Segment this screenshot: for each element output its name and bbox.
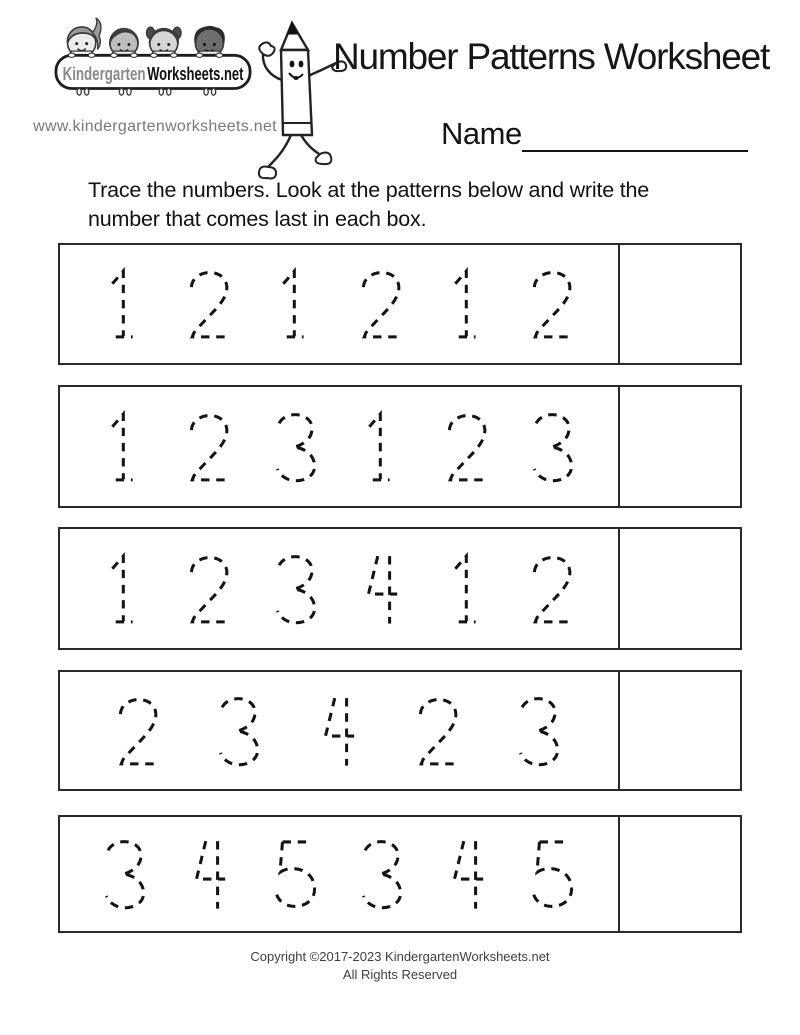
trace-digit-3	[269, 549, 323, 629]
trace-digit-2	[183, 264, 237, 344]
instructions-line-2: number that comes last in each box.	[88, 206, 427, 231]
kid-girl-ponytail-icon	[67, 18, 100, 57]
trace-numbers-area	[60, 245, 618, 363]
answer-box[interactable]	[618, 245, 740, 363]
trace-digit-5	[269, 834, 323, 914]
trace-numbers-area	[60, 529, 618, 648]
trace-numbers-area	[60, 672, 618, 789]
trace-numbers-area	[60, 817, 618, 931]
trace-digit-1	[98, 407, 152, 487]
footer	[0, 948, 800, 984]
trace-digit-2	[441, 407, 495, 487]
trace-digit-5	[526, 834, 580, 914]
page-title: Number Patterns Worksheet	[333, 36, 770, 77]
copyright-line: Copyright ©2017-2023 KindergartenWorksheets.net	[250, 949, 550, 964]
trace-digit-3	[269, 407, 323, 487]
rights-line: All Rights Reserved	[342, 967, 458, 983]
trace-digit-3	[355, 834, 409, 914]
pattern-row-1	[58, 243, 742, 365]
trace-digit-3	[212, 691, 266, 771]
trace-digit-4	[441, 834, 495, 914]
trace-digit-2	[412, 691, 466, 771]
brand-text-kindergarten: Kindergarten	[62, 63, 146, 85]
trace-digit-1	[269, 264, 323, 344]
trace-digit-1	[441, 264, 495, 344]
instructions-line-1: Trace the numbers. Look at the patterns below and write the	[88, 178, 650, 202]
trace-digit-1	[441, 549, 495, 629]
trace-digit-1	[98, 549, 152, 629]
brand-text-worksheets: Worksheets.net	[147, 63, 244, 85]
trace-digit-2	[355, 264, 409, 344]
trace-digit-2	[183, 549, 237, 629]
trace-digit-4	[355, 549, 409, 629]
trace-digit-3	[526, 407, 580, 487]
kids-logo-icon	[28, 8, 278, 120]
trace-digit-4	[312, 691, 366, 771]
trace-digit-3	[512, 691, 566, 771]
trace-digit-2	[526, 264, 580, 344]
trace-numbers-area	[60, 387, 618, 506]
kid-boy-curly-icon	[195, 27, 224, 57]
answer-box[interactable]	[618, 529, 740, 648]
trace-digit-4	[183, 834, 237, 914]
trace-digit-1	[98, 264, 152, 344]
logo-url: www.kindergartenworksheets.net	[33, 118, 277, 135]
trace-digit-2	[526, 549, 580, 629]
kid-girl-pigtails-icon	[146, 27, 181, 57]
trace-digit-2	[183, 407, 237, 487]
answer-box[interactable]	[618, 672, 740, 789]
pattern-row-4	[58, 670, 742, 791]
name-write-line[interactable]	[522, 114, 748, 152]
pattern-row-2	[58, 385, 742, 508]
trace-digit-1	[355, 407, 409, 487]
answer-box[interactable]	[618, 387, 740, 506]
instructions	[88, 176, 728, 233]
answer-box[interactable]	[618, 817, 740, 931]
trace-digit-3	[98, 834, 152, 914]
trace-digit-2	[112, 691, 166, 771]
pattern-row-5	[58, 815, 742, 933]
name-row	[441, 114, 748, 152]
name-label: Name	[441, 116, 522, 152]
pattern-row-3	[58, 527, 742, 650]
